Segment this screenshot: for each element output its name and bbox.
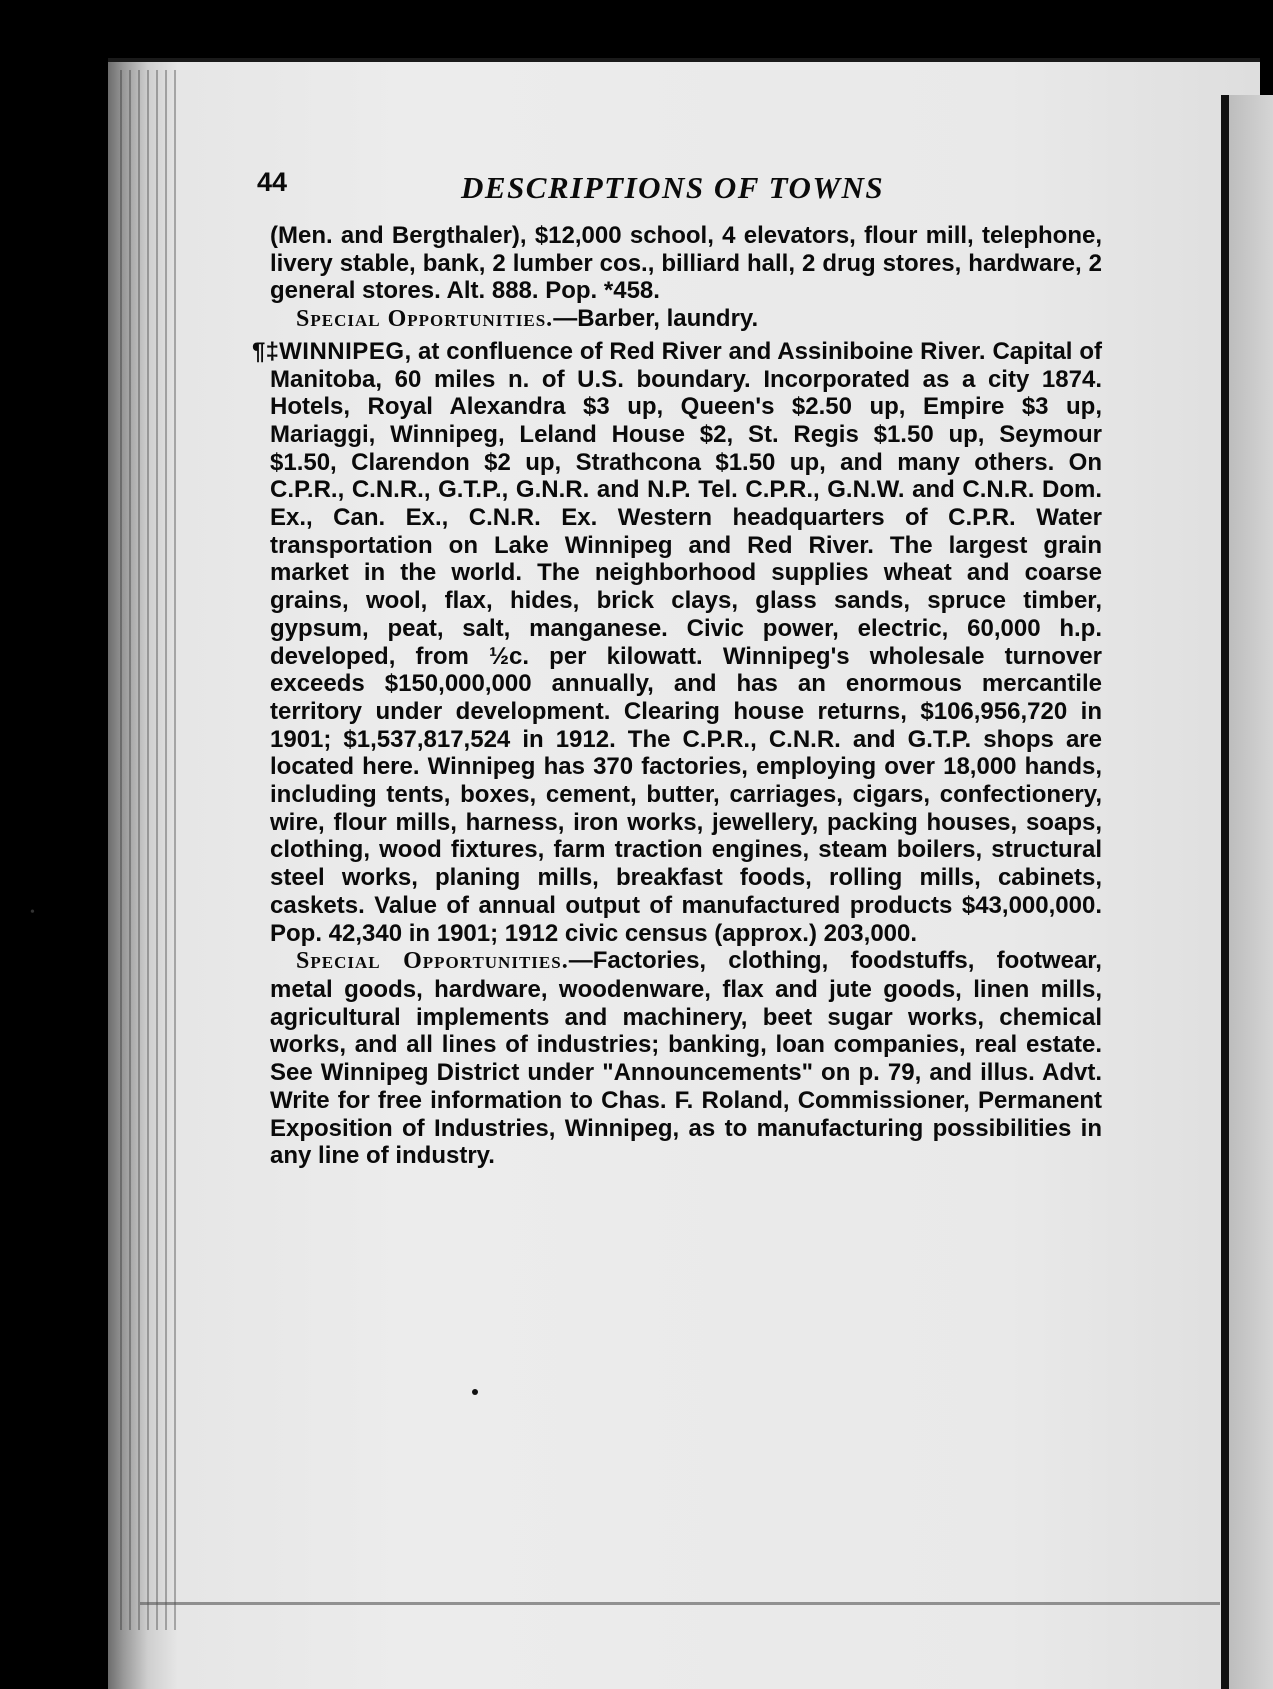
continuation-text: (Men. and Bergthaler), $12,000 school, 4 elevators, flour mill, telephone, livery stable, bank, 2 lumber cos., billiard hall, 2 drug stores, hardware, 2 general stores. Alt. 888. Pop. *458. xyxy=(270,222,1102,305)
town-description: , at confluence of Red River and Assiniboine River. Capital of Manitoba, 60 miles n. of U.S. boundary. Incorporated as a city 1874. Hotels, Royal Alexandra $3 up, Queen's $2.50 up, Empire $3 up, Mariaggi, Winnipeg, Leland House $2, St. Regis $1.50 up, Seymour $1.50, Clarendon $2 up, Strathcona $1.50 up, and many others. On C.P.R., C.N.R., G.T.P., G.N.R. and N.P. Tel. C.P.R., G.N.W. and C.N.R. Dom. Ex., Can. Ex., C.N.R. Ex. Western headquarters of C.P.R. Water transportation on Lake Winnipeg and Red River. The largest grain market in the world. The neighborhood supplies wheat and coarse grains, wool, flax, hides, brick clays, glass sands, spruce timber, gypsum, peat, salt, manganese. Civic power, electric, 60,000 h.p. developed, from ½c. per kilowatt. Winnipeg's wholesale turnover exceeds $150,000,000 annually, and has an enormous mercantile territory under development. Clearing house returns, $106,956,720 in 1901; $1,537,817,524 in 1912. The C.P.R., C.N.R. and G.T.P. shops are located here. Winnipeg has 370 factories, employing over 18,000 hands, including tents, boxes, cement, butter, carriages, cigars, confectionery, wire, flour mills, harness, iron works, jewellery, packing houses, soaps, clothing, wood fixtures, farm traction engines, steam boilers, structural steel works, planing mills, breakfast foods, rolling mills, cabinets, caskets. Value of annual output of manufactured products $43,000,000. Pop. 42,340 in 1901; 1912 civic census (approx.) 203,000. xyxy=(270,337,1103,947)
special-opportunities-label: Special Opportunities. xyxy=(296,306,554,333)
special-opportunities-label: Special Opportunities. xyxy=(296,948,569,975)
continuation-paragraph xyxy=(270,222,1102,305)
town-entry-winnipeg xyxy=(252,337,1103,947)
town-name: WINNIPEG xyxy=(279,337,405,365)
printer-dot xyxy=(472,1389,478,1395)
page-header xyxy=(257,167,917,211)
special-opportunities-paragraph xyxy=(270,947,1102,1170)
scan-speck: • xyxy=(30,905,35,920)
bottom-edge-line xyxy=(140,1602,1220,1605)
facing-page-strip xyxy=(1229,95,1273,1689)
special-opportunities-paragraph xyxy=(270,305,1102,334)
running-title: DESCRIPTIONS OF TOWNS xyxy=(461,170,885,205)
page-number: 44 xyxy=(257,167,288,197)
page-body xyxy=(252,222,1103,1170)
special-opportunities-text: —Factories, clothing, foodstuffs, footwear, metal goods, hardware, woodenware, flax and jute goods, linen mills, agricultural implements and machinery, beet sugar works, chemical works, and all lines of industries; banking, loan companies, real estate. See Winnipeg District under "Announcements" on p. 79, and illus. Advt. Write for free information to Chas. F. Roland, Commissioner, Permanent Exposition of Industries, Winnipeg, as to manufacturing possibilities in any line of industry. xyxy=(270,947,1102,1170)
special-opportunities-text: —Barber, laundry. xyxy=(553,305,759,333)
right-page-border xyxy=(1221,95,1229,1689)
reference-marks: ¶‡ xyxy=(252,337,280,365)
page-edge-stack xyxy=(120,70,180,1630)
